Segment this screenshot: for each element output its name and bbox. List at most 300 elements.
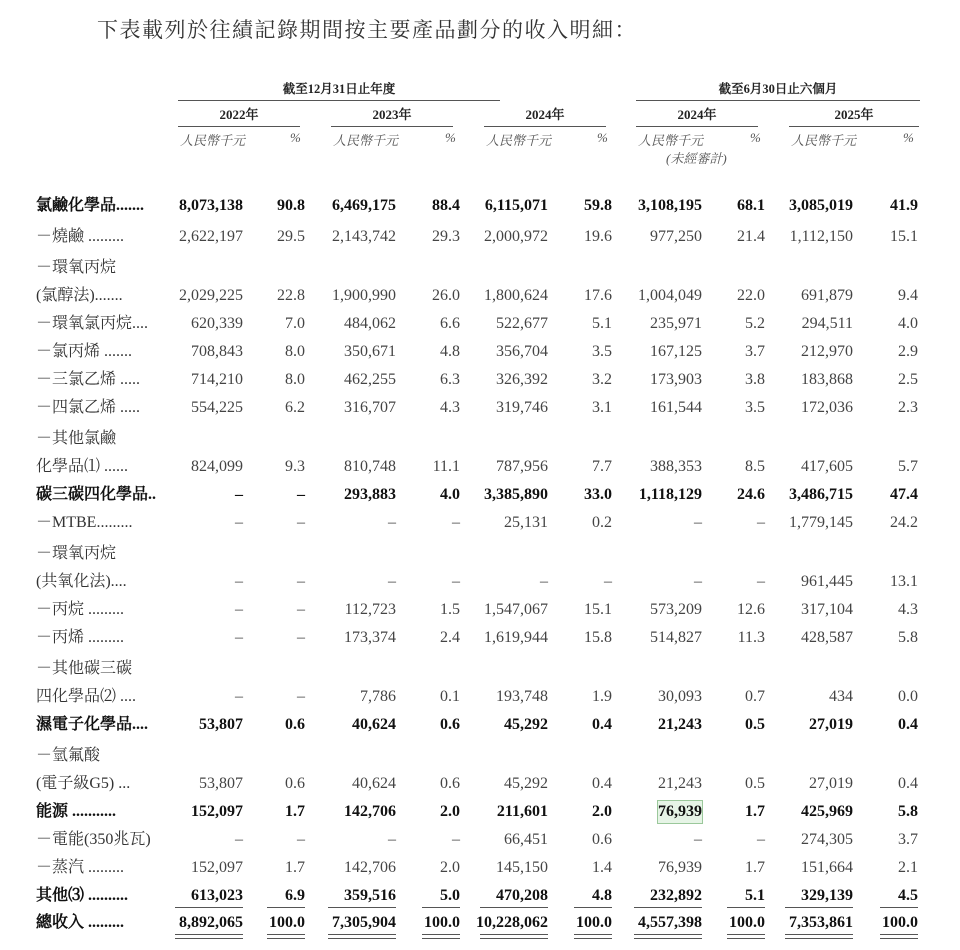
- amount-cell: 21,243: [658, 775, 702, 792]
- percent-cell: 0.6: [285, 716, 305, 733]
- amount-cell: 425,969: [801, 803, 853, 820]
- amount-cell: 25,131: [504, 514, 548, 531]
- percent-cell: 4.3: [898, 601, 918, 618]
- percent-cell: 0.4: [898, 716, 918, 733]
- table-row: [0, 369, 960, 393]
- row-label: －環氧丙烷: [36, 545, 117, 562]
- amount-cell: –: [388, 514, 396, 531]
- unit-amount-label: 人民幣千元: [486, 133, 552, 148]
- amount-cell: 53,807: [199, 716, 243, 733]
- amount-cell: 152,097: [191, 859, 243, 876]
- percent-cell: 3.1: [592, 399, 612, 416]
- subtotal-underline: [422, 907, 460, 908]
- amount-cell: 417,605: [801, 458, 853, 475]
- percent-cell: 4.8: [592, 887, 612, 904]
- amount-cell: 3,486,715: [789, 486, 853, 503]
- amount-cell: 274,305: [801, 831, 853, 848]
- row-label: 能源 ...........: [36, 803, 117, 820]
- amount-cell: 1,800,624: [484, 287, 548, 304]
- percent-cell: 4.0: [440, 486, 460, 503]
- percent-cell: 1.7: [285, 859, 305, 876]
- amount-cell: 329,139: [801, 887, 853, 904]
- amount-cell: 554,225: [191, 399, 243, 416]
- percent-cell: 15.1: [890, 228, 918, 245]
- percent-cell: 0.5: [745, 716, 765, 733]
- amount-cell: 428,587: [801, 629, 853, 646]
- percent-cell: 12.6: [737, 601, 765, 618]
- amount-cell: 7,786: [360, 688, 396, 705]
- row-label: 濕電子化學品....: [36, 716, 149, 733]
- percent-cell: 90.8: [277, 197, 305, 214]
- row-label: (共氧化法)....: [36, 573, 127, 590]
- table-row: [0, 912, 960, 936]
- percent-cell: 1.9: [592, 688, 612, 705]
- percent-cell: 3.5: [745, 399, 765, 416]
- percent-cell: 0.7: [745, 688, 765, 705]
- divider: [178, 126, 300, 127]
- table-row: [0, 857, 960, 881]
- row-label: －蒸汽 .........: [36, 859, 125, 876]
- percent-cell: 0.2: [592, 514, 612, 531]
- percent-cell: 15.8: [584, 629, 612, 646]
- amount-cell: 161,544: [650, 399, 702, 416]
- amount-cell: 152,097: [191, 803, 243, 820]
- amount-cell: 810,748: [344, 458, 396, 475]
- amount-cell: 1,112,150: [789, 228, 853, 245]
- percent-cell: 3.7: [745, 343, 765, 360]
- row-label: －其他氯鹼: [36, 430, 117, 447]
- percent-cell: –: [297, 629, 305, 646]
- amount-cell: –: [235, 601, 243, 618]
- amount-cell: 462,255: [344, 371, 396, 388]
- amount-cell: 145,150: [496, 859, 548, 876]
- percent-cell: 2.4: [440, 629, 460, 646]
- percent-cell: 5.1: [592, 315, 612, 332]
- amount-cell: –: [235, 486, 243, 503]
- percent-cell: 11.1: [432, 458, 460, 475]
- amount-cell: 824,099: [191, 458, 243, 475]
- amount-cell: 620,339: [191, 315, 243, 332]
- subtotal-underline: [328, 907, 396, 908]
- percent-cell: 3.2: [592, 371, 612, 388]
- percent-cell: 0.5: [745, 775, 765, 792]
- unaudited-label: (未經審計): [666, 151, 727, 166]
- total-double-underline: [480, 934, 548, 939]
- subtotal-underline: [727, 907, 765, 908]
- year-header: 2023年: [372, 107, 412, 122]
- unit-percent-label: %: [750, 130, 761, 145]
- row-label: (電子級G5) ...: [36, 775, 131, 792]
- percent-cell: 7.7: [592, 458, 612, 475]
- table-row: [0, 571, 960, 595]
- row-label: 其他⑶ ..........: [36, 887, 129, 904]
- row-label: 四化學品⑵ ....: [36, 688, 137, 705]
- percent-cell: –: [297, 486, 305, 503]
- table-row: [0, 484, 960, 508]
- table-row: [0, 829, 960, 853]
- amount-cell: 172,036: [801, 399, 853, 416]
- amount-cell: 316,707: [344, 399, 396, 416]
- percent-cell: 2.3: [898, 399, 918, 416]
- amount-cell: 1,547,067: [484, 601, 548, 618]
- percent-cell: 1.7: [285, 803, 305, 820]
- amount-cell: 1,118,129: [638, 486, 702, 503]
- year-header: 2024年: [677, 107, 717, 122]
- total-double-underline: [175, 934, 243, 939]
- percent-cell: 2.9: [898, 343, 918, 360]
- amount-cell: 193,748: [496, 688, 548, 705]
- table-row: [0, 658, 960, 682]
- percent-cell: 15.1: [584, 601, 612, 618]
- percent-cell: 8.0: [285, 371, 305, 388]
- row-label: －氫氟酸: [36, 747, 101, 764]
- percent-cell: –: [757, 831, 765, 848]
- amount-cell: 961,445: [801, 573, 853, 590]
- table-row: [0, 226, 960, 250]
- unit-amount-label: 人民幣千元: [180, 133, 246, 148]
- divider: [178, 100, 500, 101]
- percent-cell: 0.6: [440, 716, 460, 733]
- percent-cell: 1.7: [745, 859, 765, 876]
- amount-cell: 21,243: [658, 716, 702, 733]
- percent-cell: –: [297, 573, 305, 590]
- amount-cell: 212,970: [801, 343, 853, 360]
- amount-cell: 27,019: [809, 775, 853, 792]
- table-row: [0, 599, 960, 623]
- amount-cell: 7,353,861: [789, 914, 853, 931]
- percent-cell: 2.1: [898, 859, 918, 876]
- percent-cell: 1.7: [745, 803, 765, 820]
- amount-cell: 356,704: [496, 343, 548, 360]
- percent-cell: 5.2: [745, 315, 765, 332]
- table-row: [0, 456, 960, 480]
- table-row: [0, 801, 960, 825]
- row-label: －環氧氯丙烷....: [36, 315, 149, 332]
- subtotal-underline: [634, 907, 702, 908]
- amount-cell: –: [694, 573, 702, 590]
- percent-cell: 0.0: [898, 688, 918, 705]
- subtotal-underline: [574, 907, 612, 908]
- percent-cell: 9.3: [285, 458, 305, 475]
- percent-cell: 5.7: [898, 458, 918, 475]
- percent-cell: 6.2: [285, 399, 305, 416]
- table-row: [0, 686, 960, 710]
- amount-cell: 232,892: [650, 887, 702, 904]
- year-header: 2022年: [219, 107, 259, 122]
- intro-text: 下表載列於往績記錄期間按主要產品劃分的收入明細：: [97, 18, 637, 42]
- divider: [789, 126, 919, 127]
- subtotal-underline: [175, 907, 243, 908]
- row-label: －丙烯 .........: [36, 629, 125, 646]
- amount-cell: 76,939: [658, 859, 702, 876]
- amount-cell: 7,305,904: [332, 914, 396, 931]
- amount-cell: 8,073,138: [179, 197, 243, 214]
- percent-cell: 19.6: [584, 228, 612, 245]
- subtotal-underline: [480, 907, 548, 908]
- percent-cell: 6.9: [285, 887, 305, 904]
- percent-cell: 2.0: [440, 803, 460, 820]
- divider: [331, 126, 453, 127]
- amount-cell: 573,209: [650, 601, 702, 618]
- percent-cell: 3.7: [898, 831, 918, 848]
- amount-cell: 45,292: [504, 775, 548, 792]
- group-header-annual: 截至12月31日止年度: [282, 82, 396, 96]
- percent-cell: 33.0: [584, 486, 612, 503]
- amount-cell: 359,516: [344, 887, 396, 904]
- total-double-underline: [422, 934, 460, 939]
- percent-cell: 0.6: [285, 775, 305, 792]
- subtotal-underline: [785, 907, 853, 908]
- percent-cell: 4.5: [898, 887, 918, 904]
- table-row: [0, 341, 960, 365]
- total-double-underline: [785, 934, 853, 939]
- amount-cell: 613,023: [191, 887, 243, 904]
- unit-amount-label: 人民幣千元: [333, 133, 399, 148]
- percent-cell: 68.1: [737, 197, 765, 214]
- amount-cell: 1,619,944: [484, 629, 548, 646]
- percent-cell: 100.0: [424, 914, 460, 931]
- amount-cell: 2,000,972: [484, 228, 548, 245]
- amount-cell: –: [694, 831, 702, 848]
- amount-cell: –: [235, 688, 243, 705]
- percent-cell: 29.5: [277, 228, 305, 245]
- subtotal-underline: [267, 907, 305, 908]
- percent-cell: 59.8: [584, 197, 612, 214]
- amount-cell: 173,374: [344, 629, 396, 646]
- percent-cell: 88.4: [432, 197, 460, 214]
- unit-percent-label: %: [597, 130, 608, 145]
- amount-cell: –: [235, 831, 243, 848]
- amount-cell: 235,971: [650, 315, 702, 332]
- total-double-underline: [328, 934, 396, 939]
- percent-cell: 0.4: [592, 775, 612, 792]
- amount-cell: 319,746: [496, 399, 548, 416]
- percent-cell: 47.4: [890, 486, 918, 503]
- amount-cell: 714,210: [191, 371, 243, 388]
- table-row: [0, 313, 960, 337]
- amount-cell: 1,900,990: [332, 287, 396, 304]
- divider: [636, 126, 758, 127]
- percent-cell: 100.0: [882, 914, 918, 931]
- row-label: －環氧丙烷: [36, 259, 117, 276]
- percent-cell: 0.1: [440, 688, 460, 705]
- amount-cell: 6,115,071: [484, 197, 548, 214]
- table-row: [0, 714, 960, 738]
- row-label: 化學品⑴ ......: [36, 458, 129, 475]
- percent-cell: –: [297, 688, 305, 705]
- amount-cell: –: [388, 831, 396, 848]
- percent-cell: 4.8: [440, 343, 460, 360]
- row-label: －電能(350兆瓦): [36, 831, 151, 848]
- percent-cell: 22.8: [277, 287, 305, 304]
- amount-cell: 1,004,049: [638, 287, 702, 304]
- unit-percent-label: %: [903, 130, 914, 145]
- highlighted-amount-cell: 76,939: [658, 801, 702, 823]
- amount-cell: 173,903: [650, 371, 702, 388]
- amount-cell: 317,104: [801, 601, 853, 618]
- amount-cell: 45,292: [504, 716, 548, 733]
- amount-cell: 2,029,225: [179, 287, 243, 304]
- amount-cell: –: [235, 573, 243, 590]
- amount-cell: –: [235, 629, 243, 646]
- percent-cell: 29.3: [432, 228, 460, 245]
- percent-cell: 100.0: [269, 914, 305, 931]
- amount-cell: 4,557,398: [638, 914, 702, 931]
- amount-cell: 10,228,062: [476, 914, 548, 931]
- percent-cell: 22.0: [737, 287, 765, 304]
- percent-cell: 4.3: [440, 399, 460, 416]
- table-row: [0, 257, 960, 281]
- amount-cell: 183,868: [801, 371, 853, 388]
- unit-percent-label: %: [445, 130, 456, 145]
- percent-cell: 11.3: [737, 629, 765, 646]
- total-double-underline: [880, 934, 918, 939]
- percent-cell: 21.4: [737, 228, 765, 245]
- table-row: [0, 285, 960, 309]
- amount-cell: 112,723: [344, 601, 396, 618]
- percent-cell: –: [757, 514, 765, 531]
- table-row: [0, 773, 960, 797]
- amount-cell: 294,511: [801, 315, 853, 332]
- amount-cell: 522,677: [496, 315, 548, 332]
- group-header-half-year: 截至6月30日止六個月: [718, 82, 838, 96]
- percent-cell: –: [297, 831, 305, 848]
- amount-cell: 484,062: [344, 315, 396, 332]
- amount-cell: 326,392: [496, 371, 548, 388]
- amount-cell: 514,827: [650, 629, 702, 646]
- percent-cell: 5.8: [898, 629, 918, 646]
- amount-cell: 211,601: [496, 803, 548, 820]
- amount-cell: –: [694, 514, 702, 531]
- subtotal-underline: [880, 907, 918, 908]
- amount-cell: 40,624: [352, 716, 396, 733]
- amount-cell: 350,671: [344, 343, 396, 360]
- percent-cell: 8.0: [285, 343, 305, 360]
- percent-cell: –: [297, 601, 305, 618]
- total-double-underline: [574, 934, 612, 939]
- percent-cell: 26.0: [432, 287, 460, 304]
- amount-cell: 293,883: [344, 486, 396, 503]
- percent-cell: –: [452, 573, 460, 590]
- row-label: 總收入 .........: [36, 914, 125, 931]
- percent-cell: 0.6: [440, 775, 460, 792]
- table-row: [0, 512, 960, 536]
- percent-cell: 7.0: [285, 315, 305, 332]
- amount-cell: 3,085,019: [789, 197, 853, 214]
- percent-cell: –: [757, 573, 765, 590]
- amount-cell: 167,125: [650, 343, 702, 360]
- amount-cell: –: [235, 514, 243, 531]
- percent-cell: –: [452, 514, 460, 531]
- percent-cell: 2.0: [592, 803, 612, 820]
- amount-cell: 977,250: [650, 228, 702, 245]
- percent-cell: 3.5: [592, 343, 612, 360]
- amount-cell: 470,208: [496, 887, 548, 904]
- percent-cell: 6.6: [440, 315, 460, 332]
- percent-cell: 24.2: [890, 514, 918, 531]
- percent-cell: 4.0: [898, 315, 918, 332]
- total-double-underline: [267, 934, 305, 939]
- row-label: －四氯乙烯 .....: [36, 399, 141, 416]
- percent-cell: –: [452, 831, 460, 848]
- unit-amount-label: 人民幣千元: [638, 133, 704, 148]
- percent-cell: 8.5: [745, 458, 765, 475]
- amount-cell: 708,843: [191, 343, 243, 360]
- percent-cell: 5.0: [440, 887, 460, 904]
- amount-cell: –: [540, 573, 548, 590]
- percent-cell: –: [297, 514, 305, 531]
- amount-cell: 142,706: [344, 859, 396, 876]
- table-row: [0, 885, 960, 909]
- table-row: [0, 745, 960, 769]
- amount-cell: 8,892,065: [179, 914, 243, 931]
- amount-cell: 151,664: [801, 859, 853, 876]
- percent-cell: 13.1: [890, 573, 918, 590]
- percent-cell: 0.4: [592, 716, 612, 733]
- table-row: [0, 543, 960, 567]
- percent-cell: 41.9: [890, 197, 918, 214]
- row-label: －燒鹼 .........: [36, 228, 125, 245]
- amount-cell: 388,353: [650, 458, 702, 475]
- amount-cell: 434: [829, 688, 853, 705]
- year-header: 2024年: [525, 107, 565, 122]
- percent-cell: 6.3: [440, 371, 460, 388]
- amount-cell: 142,706: [344, 803, 396, 820]
- table-row: [0, 195, 960, 219]
- amount-cell: 691,879: [801, 287, 853, 304]
- percent-cell: 0.4: [898, 775, 918, 792]
- amount-cell: 2,143,742: [332, 228, 396, 245]
- row-label: 碳三碳四化學品..: [36, 486, 157, 503]
- unit-percent-label: %: [290, 130, 301, 145]
- percent-cell: 1.4: [592, 859, 612, 876]
- row-label: 氯鹼化學品.......: [36, 197, 145, 214]
- amount-cell: 40,624: [352, 775, 396, 792]
- amount-cell: 53,807: [199, 775, 243, 792]
- amount-cell: 30,093: [658, 688, 702, 705]
- percent-cell: 100.0: [729, 914, 765, 931]
- table-row: [0, 428, 960, 452]
- amount-cell: –: [388, 573, 396, 590]
- percent-cell: 5.8: [898, 803, 918, 820]
- percent-cell: 1.5: [440, 601, 460, 618]
- percent-cell: –: [604, 573, 612, 590]
- amount-cell: 2,622,197: [179, 228, 243, 245]
- row-label: －三氯乙烯 .....: [36, 371, 141, 388]
- percent-cell: 9.4: [898, 287, 918, 304]
- row-label: －丙烷 .........: [36, 601, 125, 618]
- percent-cell: 2.0: [440, 859, 460, 876]
- row-label: －其他碳三碳: [36, 660, 133, 677]
- row-label: －MTBE.........: [36, 514, 133, 531]
- year-header: 2025年: [834, 107, 874, 122]
- row-label: －氯丙烯 .......: [36, 343, 133, 360]
- amount-cell: 6,469,175: [332, 197, 396, 214]
- total-double-underline: [634, 934, 702, 939]
- amount-cell: 787,956: [496, 458, 548, 475]
- table-row: [0, 627, 960, 651]
- amount-cell: 3,108,195: [638, 197, 702, 214]
- amount-cell: 27,019: [809, 716, 853, 733]
- table-row: [0, 397, 960, 421]
- total-double-underline: [727, 934, 765, 939]
- percent-cell: 3.8: [745, 371, 765, 388]
- amount-cell: 66,451: [504, 831, 548, 848]
- amount-cell: 1,779,145: [789, 514, 853, 531]
- percent-cell: 24.6: [737, 486, 765, 503]
- percent-cell: 5.1: [745, 887, 765, 904]
- unit-amount-label: 人民幣千元: [791, 133, 857, 148]
